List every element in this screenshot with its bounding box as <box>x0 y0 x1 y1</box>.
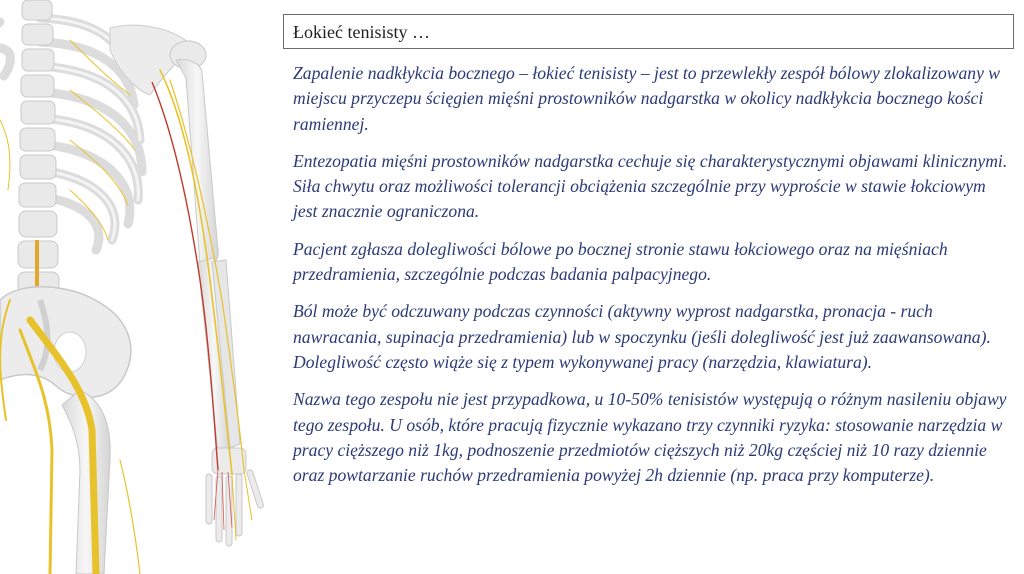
paragraph-symptoms: Pacjent zgłasza dolegliwości bólowe po bocznej stronie stawu łokciowego oraz na mięśniach przedramienia, szczególnie podczas badania palpacyjnego. <box>293 238 948 285</box>
slide-body <box>293 61 1013 500</box>
paragraph-risk-factors: Nazwa tego zespołu nie jest przypadkowa, u 10-50% tenisistów występują o różnym nasileniu objawy tego zespołu. U osób, które pracują fizycznie wykazano trzy czynniki ryzyka: stosowanie narzędzia w pracy cięższego niż 1kg, podnoszenie przedmiotów cięższych niż 20kg częściej niż 10 razy dziennie oraz powtarzanie ruchów przedramienia powyżej 2h dziennie (np. praca przy komputerze). <box>293 389 1007 486</box>
paragraph-pain: Ból może być odczuwany podczas czynności (aktywny wyprost nadgarstka, pronacja - ruch nawracania, supinacja przedramienia) lub w spoczynku (jeśli dolegliwość jest już zaawansowana). Dolegliwość często wiąże się z typem wykonywanej pracy (narzędzia, klawiatura). <box>293 301 991 372</box>
paragraph-enthesopathy: Entezopatia mięśni prostowników nadgarstka cechuje się charakterystycznymi objawami klinicznymi. Siła chwytu oraz możliwości tolerancji obciążenia szczególnie przy wyproście w stawie łokciowym jest znacznie ograniczona. <box>293 150 1008 222</box>
skeleton-nervous-system-illustration <box>0 0 280 574</box>
paragraph-definition: Zapalenie nadkłykcia bocznego – łokieć tenisisty – jest to przewlekły zespół bólowy zlokalizowany w miejscu przyczepu ścięgien mięśni prostowników nadgarstka w okolicy nadkłykcia bocznego kości ramiennej. <box>293 63 1001 134</box>
slide-title: Łokieć tenisisty … <box>293 22 430 42</box>
slide-title-box <box>283 14 1014 49</box>
